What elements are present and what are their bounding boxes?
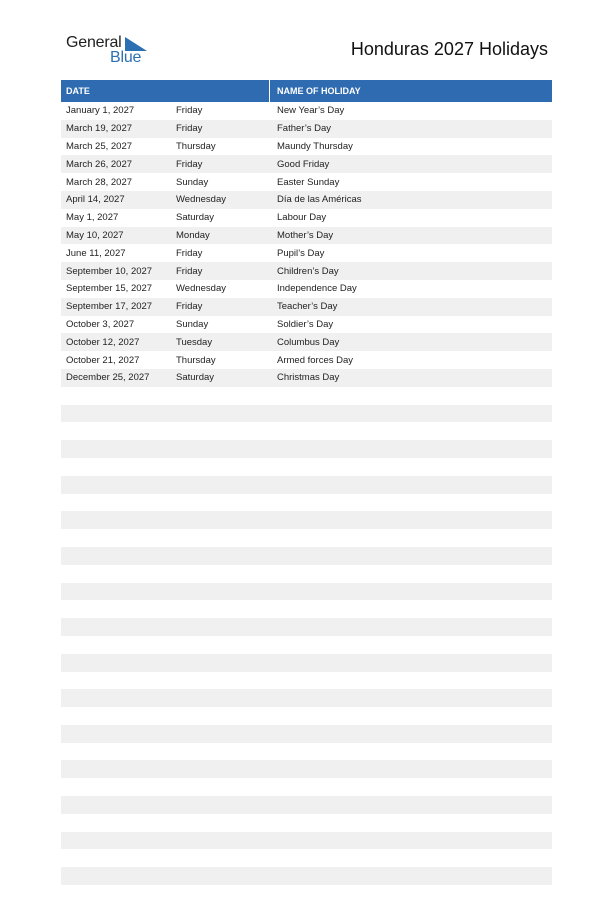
cell-date: September 17, 2027 [66, 301, 153, 313]
table-row [61, 814, 552, 832]
table-row [61, 138, 552, 156]
cell-day: Saturday [176, 212, 215, 224]
cell-date: October 21, 2027 [66, 354, 140, 366]
cell-date: March 25, 2027 [66, 140, 133, 152]
table-row [61, 155, 552, 173]
table-row [61, 120, 552, 138]
table-row [61, 511, 552, 529]
cell-date: May 1, 2027 [66, 212, 119, 224]
table-row [61, 405, 552, 423]
table-row [61, 440, 552, 458]
table-row [61, 672, 552, 690]
table-row [61, 476, 552, 494]
cell-day: Friday [176, 123, 203, 135]
cell-day: Friday [176, 301, 203, 313]
column-header-name: NAME OF HOLIDAY [277, 86, 361, 96]
cell-day: Thursday [176, 140, 216, 152]
page-title: Honduras 2027 Holidays [350, 39, 548, 59]
table-row [61, 654, 552, 672]
table-row [61, 725, 552, 743]
table-row [61, 458, 552, 476]
cell-holiday-name: Father’s Day [277, 123, 332, 135]
table-row [61, 422, 552, 440]
table-row [61, 209, 552, 227]
table-row [61, 494, 552, 512]
cell-holiday-name: Independence Day [277, 283, 357, 295]
cell-holiday-name: New Year’s Day [277, 105, 345, 117]
cell-date: January 1, 2027 [66, 105, 135, 117]
holiday-table [61, 80, 552, 903]
table-row [61, 743, 552, 761]
cell-holiday-name: Armed forces Day [277, 354, 354, 366]
cell-holiday-name: Easter Sunday [277, 176, 340, 188]
table-row [61, 173, 552, 191]
cell-holiday-name: Soldier’s Day [277, 318, 334, 330]
table-row [61, 832, 552, 850]
table-row [61, 102, 552, 120]
cell-holiday-name: Good Friday [277, 158, 330, 170]
table-row [61, 351, 552, 369]
table-row [61, 760, 552, 778]
cell-day: Friday [176, 158, 203, 170]
table-row [61, 867, 552, 885]
cell-date: March 19, 2027 [66, 123, 133, 135]
cell-holiday-name: Teacher’s Day [277, 301, 338, 313]
cell-holiday-name: Columbus Day [277, 336, 340, 348]
table-row [61, 387, 552, 405]
cell-day: Saturday [176, 372, 215, 384]
cell-date: September 15, 2027 [66, 283, 153, 295]
table-row [61, 298, 552, 316]
table-row [61, 885, 552, 903]
cell-date: December 25, 2027 [66, 372, 150, 384]
table-row [61, 369, 552, 387]
cell-holiday-name: Pupil’s Day [277, 247, 325, 259]
cell-date: May 10, 2027 [66, 229, 124, 241]
cell-holiday-name: Labour Day [277, 212, 327, 224]
table-row [61, 778, 552, 796]
table-row [61, 191, 552, 209]
cell-day: Monday [176, 229, 210, 241]
cell-date: October 3, 2027 [66, 318, 135, 330]
logo-general-text: General [66, 34, 122, 51]
cell-day: Friday [176, 247, 203, 259]
cell-day: Sunday [176, 318, 209, 330]
cell-holiday-name: Mother’s Day [277, 229, 334, 241]
cell-day: Friday [176, 265, 203, 277]
table-row [61, 529, 552, 547]
table-row [61, 796, 552, 814]
table-body [61, 102, 552, 903]
cell-date: March 28, 2027 [66, 176, 133, 188]
cell-date: April 14, 2027 [66, 194, 125, 206]
generalblue-logo [66, 34, 156, 70]
cell-date: March 26, 2027 [66, 158, 133, 170]
table-row [61, 227, 552, 245]
table-row [61, 333, 552, 351]
cell-date: September 10, 2027 [66, 265, 153, 277]
table-header [61, 80, 552, 102]
table-row [61, 707, 552, 725]
cell-holiday-name: Children’s Day [277, 265, 339, 277]
cell-holiday-name: Christmas Day [277, 372, 340, 384]
cell-day: Wednesday [176, 283, 226, 295]
table-row [61, 689, 552, 707]
table-row [61, 583, 552, 601]
column-header-date: DATE [61, 80, 270, 102]
cell-day: Tuesday [176, 336, 213, 348]
cell-day: Wednesday [176, 194, 226, 206]
table-row [61, 262, 552, 280]
logo-blue-text: Blue [110, 49, 142, 66]
cell-holiday-name: Maundy Thursday [277, 140, 353, 152]
cell-date: October 12, 2027 [66, 336, 140, 348]
table-row [61, 547, 552, 565]
table-row [61, 636, 552, 654]
table-row [61, 316, 552, 334]
cell-day: Sunday [176, 176, 209, 188]
cell-date: June 11, 2027 [66, 247, 126, 259]
table-row [61, 565, 552, 583]
cell-day: Thursday [176, 354, 216, 366]
cell-day: Friday [176, 105, 203, 117]
table-row [61, 849, 552, 867]
table-row [61, 244, 552, 262]
table-row [61, 618, 552, 636]
table-row [61, 280, 552, 298]
cell-holiday-name: Día de las Américas [277, 194, 362, 206]
table-row [61, 600, 552, 618]
